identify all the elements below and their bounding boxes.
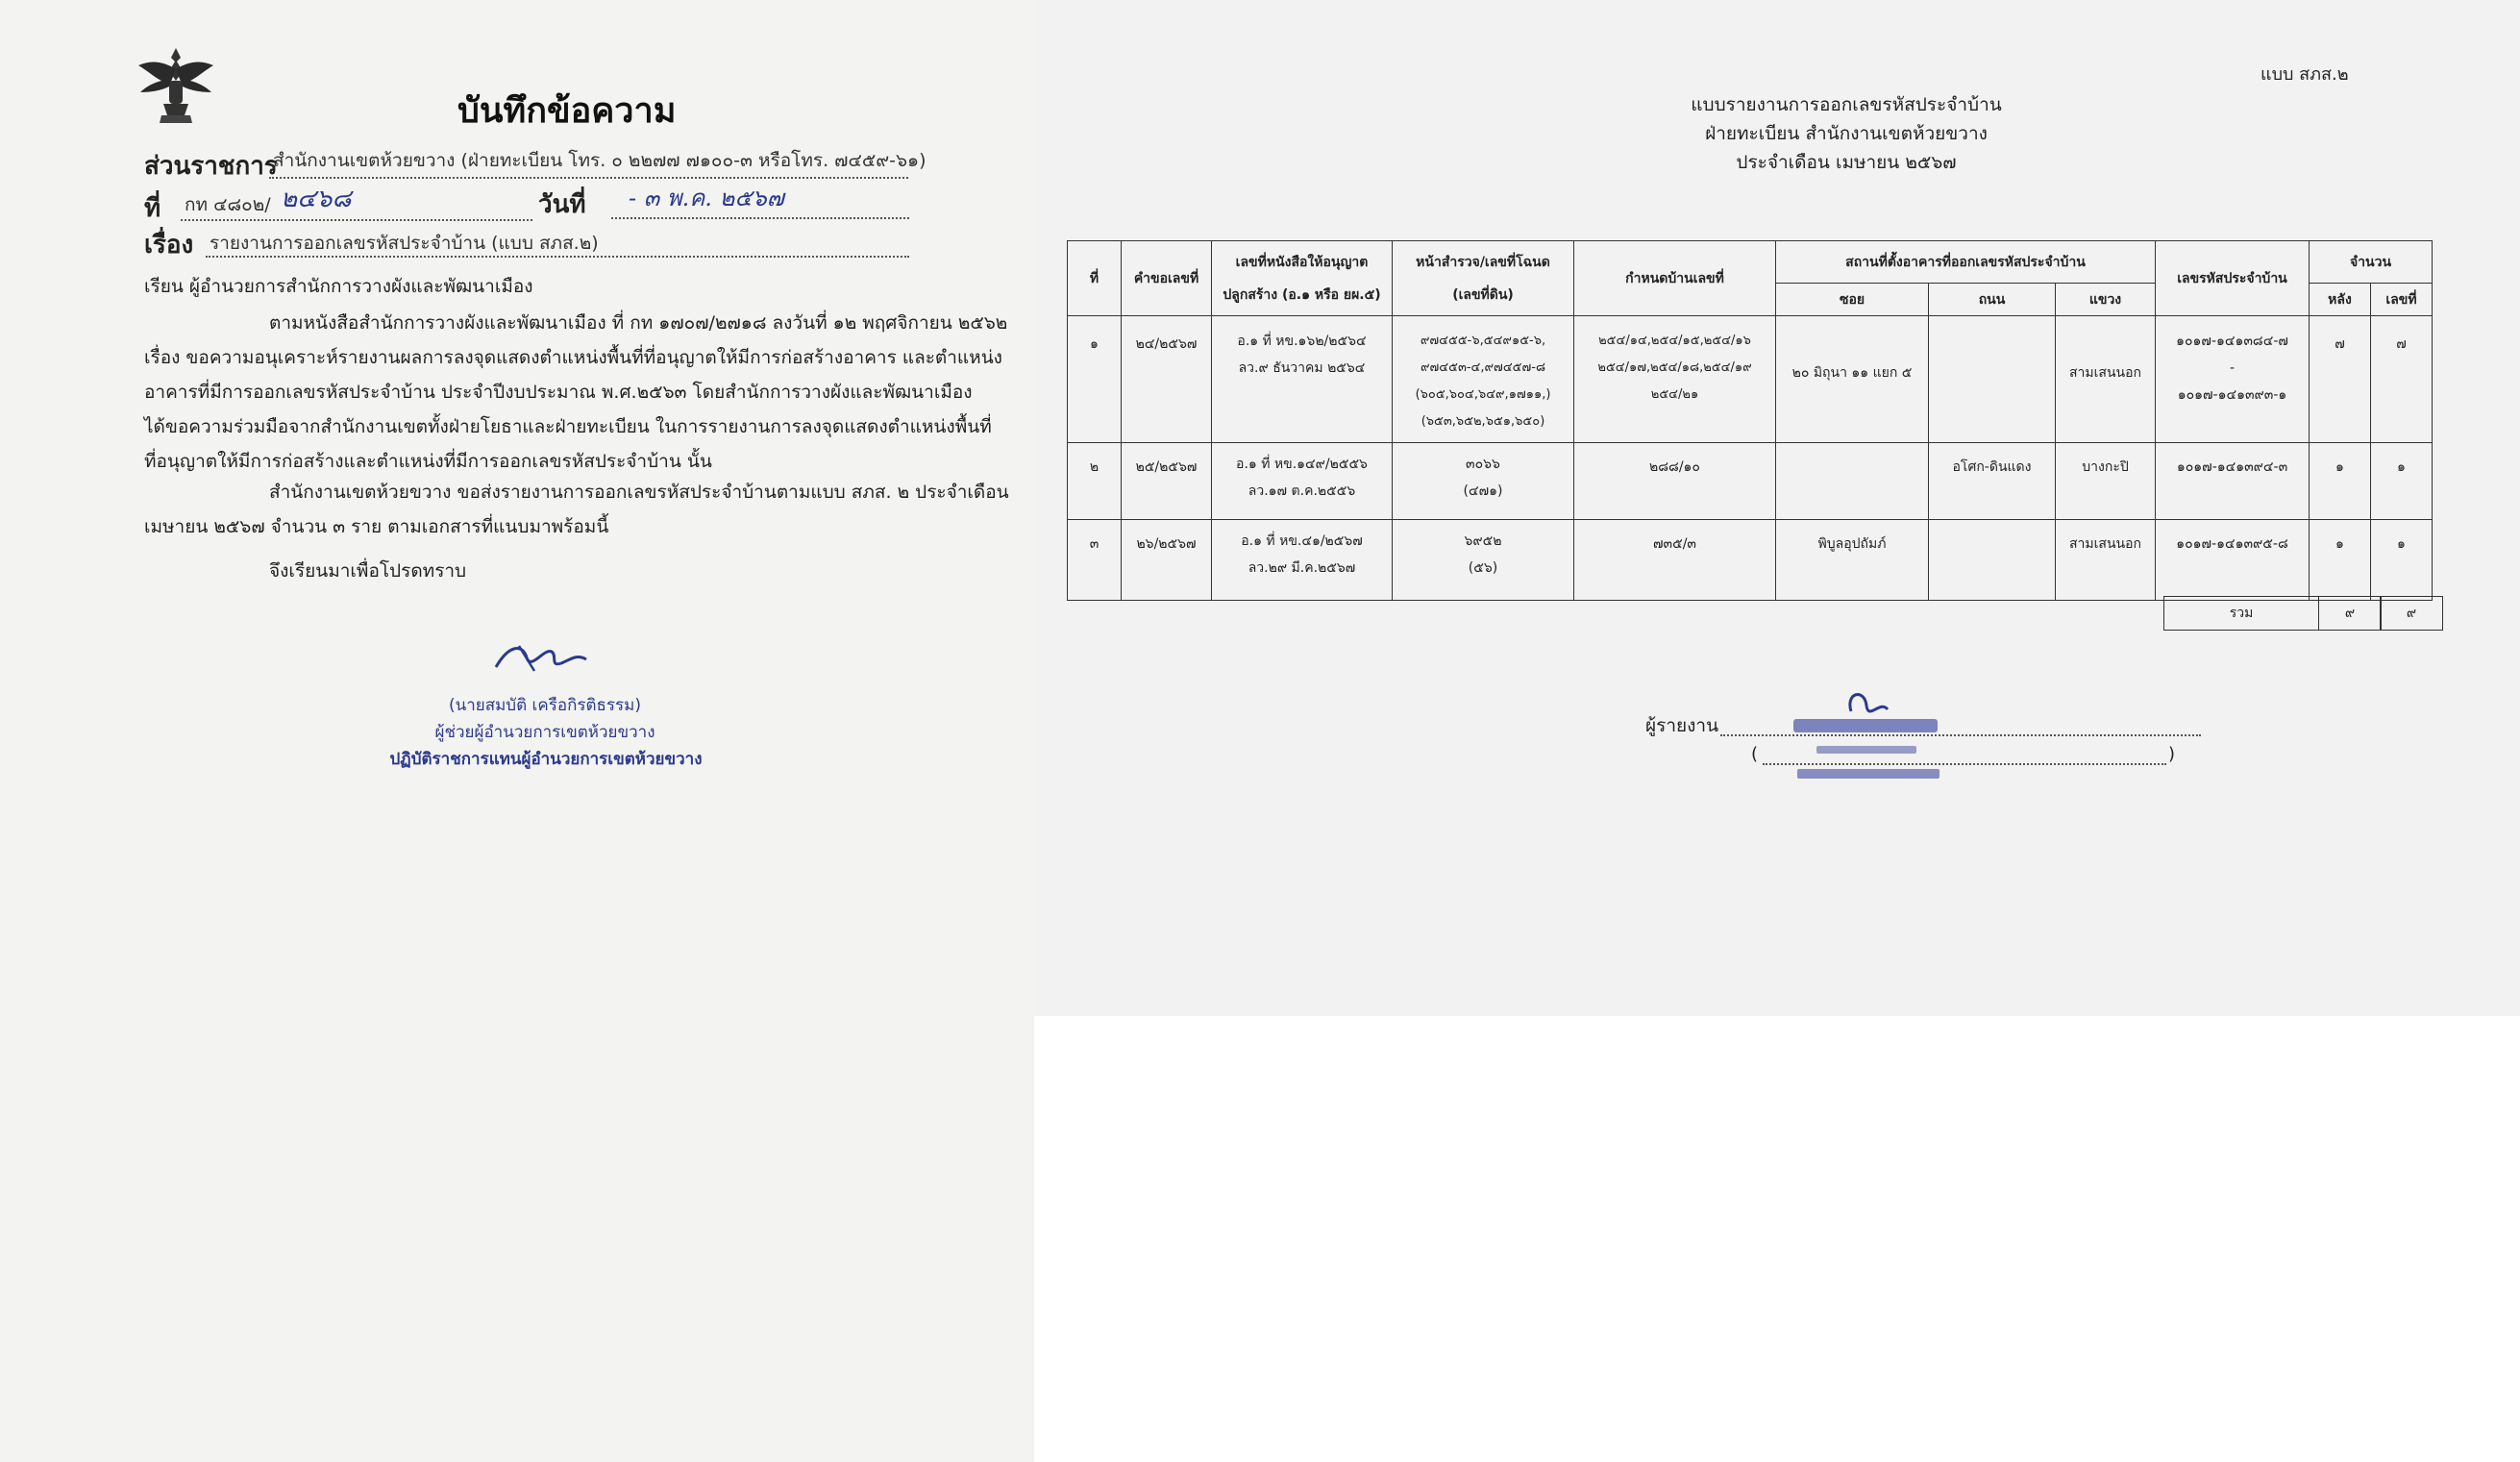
reporter-stamp-icon	[1774, 682, 1966, 788]
cell-soi: ๒๐ มิถุนา ๑๑ แยก ๕	[1776, 316, 1929, 443]
doc-no-handwritten: ๒๔๖๘	[281, 185, 352, 213]
para1-line5: ที่อนุญาตให้มีการก่อสร้างและตำแหน่งที่มีการออกเลขรหัสประจำบ้าน นั้น	[144, 451, 712, 472]
house-code-report-table	[1067, 240, 2433, 601]
table-row	[1068, 443, 2433, 520]
cell-request-no: ๒๕/๒๕๖๗	[1122, 443, 1212, 520]
memo-page	[0, 0, 1034, 1462]
cell-house-c: ๒๕๔/๒๑	[1650, 387, 1699, 402]
cell-house-a: ๒๘๘/๑๐	[1574, 443, 1776, 520]
total-units: ๙	[2318, 596, 2382, 631]
cell-permit-b: ลว.๙ ธันวาคม ๒๕๖๔	[1238, 360, 1366, 376]
cell-khwaeng: บางกะปิ	[2056, 443, 2156, 520]
cell-house-no	[1574, 316, 1776, 443]
cell-no: ๑	[1068, 316, 1122, 443]
col-permit-line2: ปลูกสร้าง (อ.๑ หรือ ยผ.๕)	[1223, 286, 1381, 303]
col-units: หลัง	[2310, 284, 2371, 316]
cell-permit-b: ลว.๒๙ มี.ค.๒๕๖๗	[1248, 560, 1356, 576]
cell-code-a: ๑๐๑๗-๑๔๑๓๙๔-๓	[2156, 443, 2310, 520]
para2-line1: สำนักงานเขตห้วยขวาง ขอส่งรายงานการออกเลขรหัสประจำบ้านตามแบบ สภส. ๒ ประจำเดือน	[269, 482, 1009, 503]
date-handwritten: - ๓ พ.ค. ๒๕๖๗	[629, 185, 784, 211]
col-house-code: เลขรหัสประจำบ้าน	[2156, 241, 2310, 316]
cell-khwaeng: สามเสนนอก	[2056, 520, 2156, 601]
cell-road	[1929, 520, 2056, 601]
cell-numbers: ๗	[2371, 316, 2433, 443]
cell-house-a: ๒๕๔/๑๔,๒๕๔/๑๕,๒๕๔/๑๖	[1598, 334, 1751, 348]
cell-permit	[1212, 316, 1393, 443]
cell-no: ๓	[1068, 520, 1122, 601]
cell-code-b: ๑๐๑๗-๑๔๑๓๙๓-๑	[2177, 387, 2287, 403]
cell-khwaeng: สามเสนนอก	[2056, 316, 2156, 443]
cell-deed-c: (๖๐๕,๖๐๔,๖๔๙,๑๗๑๑,)	[1415, 387, 1551, 402]
signer-name: (นายสมบัติ เครือกิรติธรรม)	[448, 696, 642, 715]
cell-request-no: ๒๖/๒๕๖๗	[1122, 520, 1212, 601]
table-row	[1068, 316, 2433, 443]
table-header-row-1	[1068, 241, 2433, 284]
col-permit-line1: เลขที่หนังสือให้อนุญาต	[1235, 254, 1369, 270]
form-code: แบบ สภส.๒	[2261, 64, 2349, 85]
reporter-label: ผู้รายงาน	[1645, 715, 1719, 736]
reporter-name-dotline	[1763, 744, 2166, 765]
col-soi: ซอย	[1776, 284, 1929, 316]
reporter-close-paren: )	[2168, 744, 2176, 764]
cell-code-a: ๑๐๑๗-๑๔๑๓๙๕-๘	[2156, 520, 2310, 601]
cell-deed-a: ๓๐๖๖	[1466, 457, 1500, 472]
signer-position-2: ปฏิบัติราชการแทนผู้อำนวยการเขตห้วยขวาง	[389, 750, 703, 769]
cell-deed	[1393, 316, 1574, 443]
cell-permit-a: อ.๑ ที่ หข.๑๖๒/๒๕๖๔	[1237, 334, 1367, 349]
cell-code-sep: -	[2229, 360, 2236, 376]
col-location-group: สถานที่ตั้งอาคารที่ออกเลขรหัสประจำบ้าน	[1776, 241, 2156, 284]
para1-line1: ตามหนังสือสำนักการวางผังและพัฒนาเมือง ที่ กท ๑๗๐๗/๒๗๑๘ ลงวันที่ ๑๒ พฤศจิกายน ๒๕๖๒	[269, 312, 1008, 334]
memo-title: บันทึกข้อความ	[457, 91, 677, 131]
date-label: วันที่	[538, 190, 586, 219]
para1-line2: เรื่อง ขอความอนุเคราะห์รายงานผลการลงจุดแสดงตำแหน่งพื้นที่ที่อนุญาตให้มีการก่อสร้างอาคาร และตำแหน่ง	[144, 347, 1002, 368]
closing-line: จึงเรียนมาเพื่อโปรดทราบ	[269, 560, 467, 582]
report-title-block	[1034, 90, 2520, 177]
cell-road: อโศก-ดินแดง	[1929, 443, 2056, 520]
cell-permit	[1212, 520, 1393, 601]
cell-permit-a: อ.๑ ที่ หข.๑๔๙/๒๕๕๖	[1236, 457, 1368, 472]
cell-units: ๑	[2310, 443, 2371, 520]
cell-units: ๑	[2310, 520, 2371, 601]
cell-deed-b: (๔๗๑)	[1463, 483, 1503, 499]
cell-no: ๒	[1068, 443, 1122, 520]
total-label: รวม	[2163, 596, 2319, 631]
cell-code-a: ๑๐๑๗-๑๔๑๓๘๔-๗	[2176, 334, 2288, 349]
cell-units: ๗	[2310, 316, 2371, 443]
col-count-group: จำนวน	[2310, 241, 2433, 284]
col-deed-line2: (เลขที่ดิน)	[1452, 286, 1514, 303]
cell-deed-a: ๙๗๔๕๕-๖,๕๔๙๑๕-๖,	[1420, 334, 1546, 348]
col-road: ถนน	[1929, 284, 2056, 316]
agency-label: ส่วนราชการ	[144, 152, 278, 181]
cell-house-code	[2156, 316, 2310, 443]
para1-line4: ได้ขอความร่วมมือจากสำนักงานเขตทั้งฝ่ายโยธาและฝ่ายทะเบียน ในการรายงานการลงจุดแสดงตำแหน่งพื้นที่	[144, 416, 992, 437]
cell-soi: พิบูลอุปถัมภ์	[1776, 520, 1929, 601]
report-page	[1034, 0, 2520, 1016]
cell-permit	[1212, 443, 1393, 520]
handwritten-signature-icon	[490, 638, 596, 677]
col-permit	[1212, 241, 1393, 316]
col-house-no: กำหนดบ้านเลขที่	[1574, 241, 1776, 316]
cell-deed-a: ๖๙๕๒	[1464, 533, 1502, 549]
agency-value: สำนักงานเขตห้วยขวาง (ฝ่ายทะเบียน โทร. ๐ ๒๒๗๗ ๗๑๐๐-๓ หรือโทร. ๗๔๕๙-๖๑)	[273, 150, 926, 171]
report-title-2: ฝ่ายทะเบียน สำนักงานเขตห้วยขวาง	[1705, 123, 1988, 144]
subject-value: รายงานการออกเลขรหัสประจำบ้าน (แบบ สภส.๒)	[210, 233, 599, 254]
cell-deed	[1393, 520, 1574, 601]
cell-permit-a: อ.๑ ที่ หข.๔๑/๒๕๖๗	[1241, 533, 1363, 549]
cell-deed-b: ๙๗๔๕๓-๔,๙๗๔๕๗-๘	[1421, 360, 1545, 375]
table-row	[1068, 520, 2433, 601]
col-numbers: เลขที่	[2371, 284, 2433, 316]
col-khwaeng: แขวง	[2056, 284, 2156, 316]
col-no: ที่	[1068, 241, 1122, 316]
col-deed-line1: หน้าสำรวจ/เลขที่โฉนด	[1416, 254, 1550, 270]
cell-road	[1929, 316, 2056, 443]
para1-line3: อาคารที่มีการออกเลขรหัสประจำบ้าน ประจำปีงบประมาณ พ.ศ.๒๕๖๓ โดยสำนักการวางผังและพัฒนาเมือง	[144, 382, 973, 403]
cell-numbers: ๑	[2371, 520, 2433, 601]
cell-permit-b: ลว.๑๗ ต.ค.๒๕๕๖	[1248, 483, 1356, 499]
para2-line2: เมษายน ๒๕๖๗ จำนวน ๓ ราย ตามเอกสารที่แนบมาพร้อมนี้	[144, 516, 609, 537]
cell-numbers: ๑	[2371, 443, 2433, 520]
cell-house-b: ๒๕๔/๑๗,๒๕๔/๑๘,๒๕๔/๑๙	[1597, 360, 1752, 375]
col-request-no: คำขอเลขที่	[1122, 241, 1212, 316]
cell-soi	[1776, 443, 1929, 520]
report-title-3: ประจำเดือน เมษายน ๒๕๖๗	[1736, 152, 1957, 173]
col-deed	[1393, 241, 1574, 316]
cell-deed-b: (๕๖)	[1468, 560, 1498, 576]
cell-request-no: ๒๔/๒๕๖๗	[1122, 316, 1212, 443]
reporter-open-paren: (	[1751, 744, 1759, 764]
salutation: เรียน ผู้อำนวยการสำนักการวางผังและพัฒนาเมือง	[144, 276, 533, 297]
doc-no-label: ที่	[144, 194, 161, 223]
cell-deed	[1393, 443, 1574, 520]
subject-label: เรื่อง	[144, 231, 194, 260]
doc-no-value: กท ๔๘๐๒/	[185, 194, 271, 215]
cell-house-a: ๗๓๕/๓	[1574, 520, 1776, 601]
cell-deed-d: (๖๕๓,๖๕๒,๖๕๑,๖๕๐)	[1421, 414, 1545, 429]
signer-position-1: ผู้ช่วยผู้อำนวยการเขตห้วยขวาง	[434, 723, 655, 742]
total-numbers: ๙	[2380, 596, 2443, 631]
report-title-1: แบบรายงานการออกเลขรหัสประจำบ้าน	[1691, 94, 2002, 115]
garuda-emblem-icon	[135, 42, 217, 127]
